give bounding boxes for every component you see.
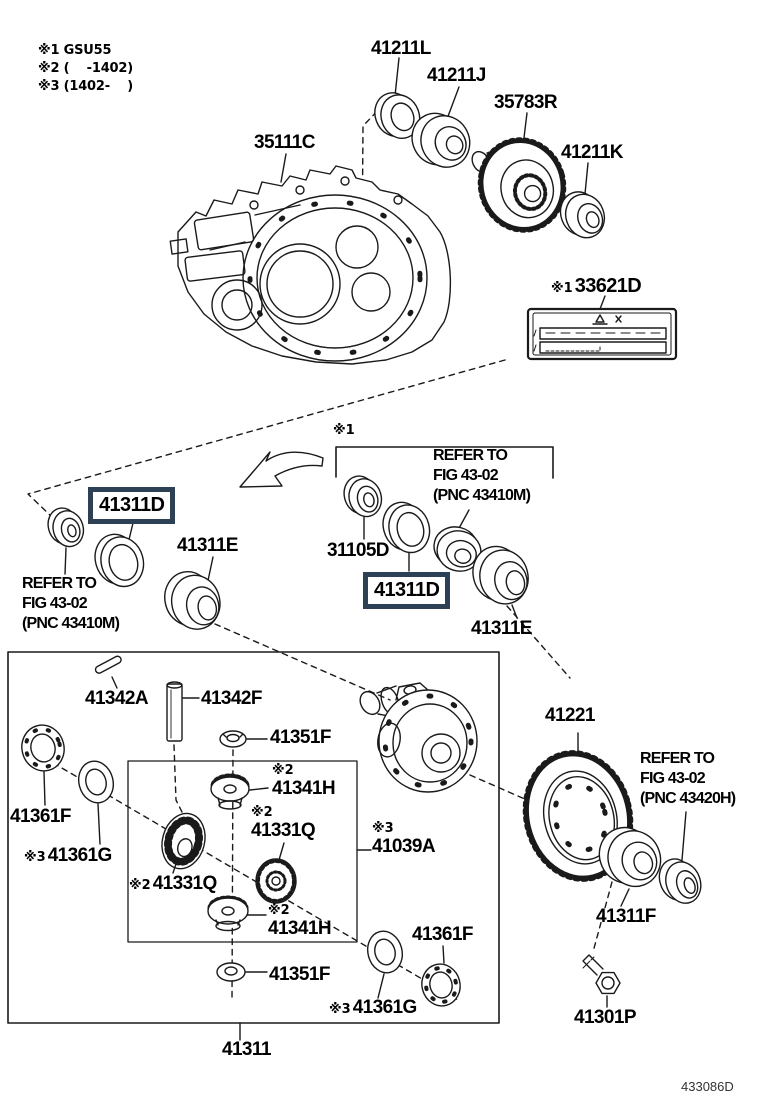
part-label-41342A[interactable]: 41342A (85, 688, 148, 709)
part-label-41311E-left[interactable]: 41311E (177, 535, 238, 556)
legend-line-1: ※1 GSU55 (38, 43, 112, 58)
part-marker: ※3 (329, 1002, 351, 1017)
gear-41341H-bottom-drawing (208, 898, 266, 931)
part-label-41341H-bottom[interactable] (268, 904, 331, 938)
bearing-41211J-drawing (404, 87, 478, 178)
part-marker: ※2 (251, 805, 273, 820)
refer-note-mid: REFER TO FIG 43-02 (PNC 43410M) (433, 447, 531, 504)
part-number: 41341H (272, 778, 335, 799)
part-label-41331Q-right[interactable] (251, 806, 315, 840)
refer-note-left: REFER TO FIG 43-02 (PNC 43410M) (22, 575, 120, 632)
seal-right-drawing (654, 812, 707, 910)
part-number: 41331Q (251, 820, 316, 841)
insertion-arrow (240, 452, 323, 487)
side-gear-41331Q-right-drawing (256, 843, 296, 903)
part-label-41211L[interactable]: 41211L (371, 38, 431, 59)
part-label-41311D-mid-highlighted[interactable]: 41311D (363, 572, 450, 609)
ring-41361F-bottom-drawing (417, 946, 465, 1010)
part-label-41311[interactable]: 41311 (222, 1039, 271, 1060)
figure-number: 433086D (681, 1079, 734, 1094)
seal-31105D-drawing (340, 471, 386, 539)
part-label-41311F[interactable]: 41311F (596, 906, 656, 927)
ring-41361G-bottom-drawing (363, 927, 407, 998)
part-marker: ※3 (372, 821, 394, 836)
cap-41311E-left-drawing (160, 557, 225, 635)
part-label-41341H-top[interactable] (272, 764, 335, 798)
part-number: 41341H (268, 918, 331, 939)
seal-left-drawing (44, 504, 87, 574)
washer-41351F-top-drawing (220, 731, 267, 747)
differential-case-drawing (356, 683, 477, 792)
legend-line-3: ※3 (1402- ) (38, 79, 133, 94)
part-label-41342F[interactable]: 41342F (201, 688, 262, 709)
part-number: 41039A (372, 836, 435, 857)
part-marker: ※1 (551, 281, 573, 296)
part-label-35783R[interactable]: 35783R (494, 92, 557, 113)
part-label-41039A[interactable] (372, 822, 435, 856)
part-label-31105D[interactable]: 31105D (327, 540, 389, 561)
part-label-41301P[interactable]: 41301P (574, 1007, 636, 1028)
bracket-marker: ※1 (333, 423, 355, 438)
refer-note-right: REFER TO FIG 43-02 (PNC 43420H) (640, 750, 736, 807)
part-label-41351F-top[interactable]: 41351F (270, 727, 331, 748)
ring-41361G-left-drawing (74, 757, 118, 844)
part-number: 41361G (47, 845, 112, 866)
part-marker: ※2 (272, 763, 294, 778)
part-number: 41331Q (152, 873, 217, 894)
part-label-41351F-bottom[interactable]: 41351F (269, 964, 330, 985)
pin-41342A-drawing (94, 655, 122, 688)
legend-line-2: ※2 ( -1402) (38, 61, 133, 76)
bolt-41301P-drawing (583, 955, 620, 1007)
transaxle-case-drawing (170, 154, 450, 364)
part-label-41311D-left-highlighted[interactable]: 41311D (88, 487, 175, 524)
part-number: 41361G (352, 997, 417, 1018)
part-label-41211K[interactable]: 41211K (561, 142, 623, 163)
part-label-35111C[interactable]: 35111C (254, 132, 315, 153)
part-label-41211J[interactable]: 41211J (427, 65, 486, 86)
part-label-41331Q-left[interactable] (129, 874, 217, 893)
part-label-41361G-bottom[interactable] (329, 998, 417, 1017)
part-label-41311E-mid[interactable]: 41311E (471, 618, 532, 639)
bevel-gear-41331Q-left-drawing (156, 809, 211, 874)
part-label-41361F-bottom[interactable]: 41361F (412, 924, 473, 945)
part-label-41361F-left[interactable]: 41361F (10, 806, 71, 827)
gear-35783R-drawing (469, 113, 574, 239)
part-label-41361G-left[interactable] (24, 846, 112, 865)
shaft-41342F-drawing (167, 682, 199, 741)
washer-41351F-bottom-drawing (217, 963, 267, 981)
part-label-41221[interactable]: 41221 (545, 705, 595, 726)
ring-41361F-left-drawing (17, 720, 69, 805)
part-marker: ※2 (268, 903, 290, 918)
part-number: 33621D (574, 275, 642, 297)
part-marker: ※3 (24, 850, 46, 865)
part-label-33621D[interactable] (551, 276, 641, 296)
part-marker: ※2 (129, 878, 151, 893)
plate-33621D-drawing (528, 296, 676, 359)
